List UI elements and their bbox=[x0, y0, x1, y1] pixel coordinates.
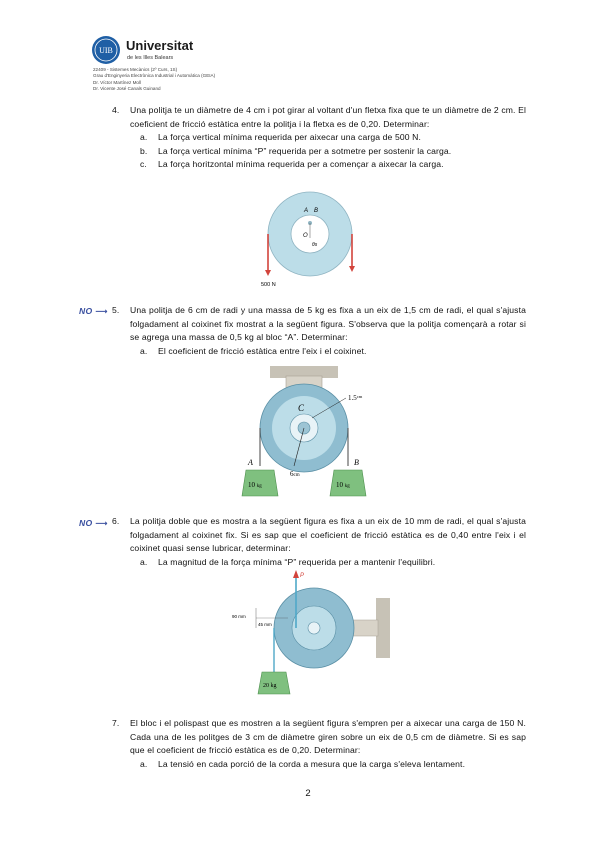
university-logo bbox=[90, 36, 210, 66]
label-c: C bbox=[298, 403, 305, 413]
problem-7 bbox=[112, 717, 526, 771]
mass-label: 20 kg bbox=[263, 683, 277, 689]
list-item: a. La tensió en cada porció de la corda a mesura que la carga s'eleva lentament. bbox=[140, 758, 466, 769]
degree-name: Grau d'Enginyeria Electrònica Industrial i Automàtica (GEIA) bbox=[93, 73, 216, 79]
figure-double-pulley bbox=[228, 568, 396, 704]
label-a: A bbox=[248, 458, 253, 467]
lecturer-2: Dr. Vicente José Canals Guinand bbox=[93, 86, 161, 92]
force-p-arrow bbox=[293, 570, 299, 578]
list-item: a. La força vertical mínima requerida per aixecar una carga de 500 N. bbox=[140, 132, 422, 142]
problem-items bbox=[112, 345, 526, 359]
problem-number: 7. bbox=[112, 718, 120, 728]
problem-6 bbox=[112, 515, 526, 569]
label-b: B bbox=[354, 458, 359, 467]
university-name: Universitat bbox=[126, 38, 194, 53]
problem-text: Una politja te un diàmetre de 4 cm i pot girar al voltant d'un fletxa fixa que te un diàmetre de 2 cm. El coeficient de fricció estàtica entre la politja i la fletxa es de 0,20. Determinar: bbox=[130, 105, 526, 129]
label-p: P bbox=[300, 573, 305, 579]
label-o: O bbox=[303, 233, 308, 239]
list-item: b. La força vertical mínima “P” requerida per a sotmetre per sostenir la carga. bbox=[140, 145, 452, 156]
problem-number: 5. bbox=[112, 305, 120, 315]
course-header bbox=[93, 67, 215, 93]
pulley-radius: 6 bbox=[290, 470, 294, 478]
no-mark: NO ⟶ bbox=[79, 518, 108, 528]
problem-items bbox=[112, 556, 526, 570]
problem-5 bbox=[112, 304, 526, 358]
force-arrow bbox=[349, 266, 355, 272]
problem-text: El bloc i el polispast que es mostren a la següent figura s'empren per a aixecar una carga de 150 N. Cada una de les politges de 3 cm de diàmetre giren sobre un eix de 0,5 cm de diàmetre. Si es sap que el coeficient de fricció estàtica es de 0,20. Determinar: bbox=[130, 718, 526, 755]
no-mark: NO ⟶ bbox=[79, 306, 108, 316]
svg-text:10 kg: 10 kg bbox=[248, 481, 262, 489]
problem-text: Una politja de 6 cm de radi y una massa de 5 kg es fixa a un eix de 1,5 cm de radi, el qual s'ajusta folgadament al coixinet fix mostrat a la següent figura. S'observa que la politja començarà a rotar si se agrega una massa de 0,5 kg al bloc “A”. Determinar: bbox=[130, 305, 526, 342]
problem-items bbox=[112, 131, 526, 172]
problem-number: 6. bbox=[112, 516, 120, 526]
shaft bbox=[308, 622, 320, 634]
mass-a: 10 bbox=[248, 481, 255, 489]
university-sub: de les Illes Balears bbox=[127, 55, 174, 61]
list-item: a. La magnitud de la força mínima “P” requerida per a mantenir l'equilibri. bbox=[140, 556, 436, 567]
lecturer-1: Dr. Víctor Martínez Moll bbox=[93, 79, 141, 85]
page-number: 2 bbox=[305, 788, 311, 799]
svg-text:10 kg: 10 kg bbox=[336, 481, 350, 489]
svg-text:1.5cm: $1.5^{cm}$ bbox=[348, 394, 363, 402]
problem-text: La politja doble que es mostra a la següent figura es fixa a un eix de 10 mm de radi, el qual s'ajusta folgadament al coixinet fix. Si es sap que el coeficient de fricció estàtica es de 0,40 entre l'eix i el coixinet quasi sense lubricar, determinar: bbox=[130, 516, 526, 553]
figure-pulley-bearing bbox=[236, 366, 376, 502]
dim-90: 90 mm bbox=[232, 614, 246, 619]
label-a: A bbox=[304, 208, 309, 214]
course-code: 22409 - Sistemes Mecànics (2º Curs, 1S) bbox=[93, 67, 178, 72]
dim-45: 45 mm bbox=[258, 622, 272, 627]
problem-items bbox=[112, 758, 526, 772]
problem-4 bbox=[112, 104, 526, 172]
label-phi: θs bbox=[312, 242, 318, 248]
mass-b: 10 bbox=[336, 481, 343, 489]
list-item: a. El coeficient de fricció estàtica entre l'eix i el coixinet. bbox=[140, 345, 367, 356]
svg-text:6cm: 6cm bbox=[290, 470, 300, 478]
list-item: c. La força horitzontal mínima requerida per a començar a aixecar la carga. bbox=[140, 159, 444, 169]
figure-pulley-shaft bbox=[258, 190, 362, 290]
label-b: B bbox=[314, 208, 319, 214]
load-arrow bbox=[265, 270, 271, 276]
shaft-radius: 1.5 bbox=[348, 394, 357, 402]
logo-text: UIB bbox=[99, 46, 113, 55]
load-label: 500 N bbox=[261, 282, 276, 288]
problem-number: 4. bbox=[112, 105, 120, 115]
